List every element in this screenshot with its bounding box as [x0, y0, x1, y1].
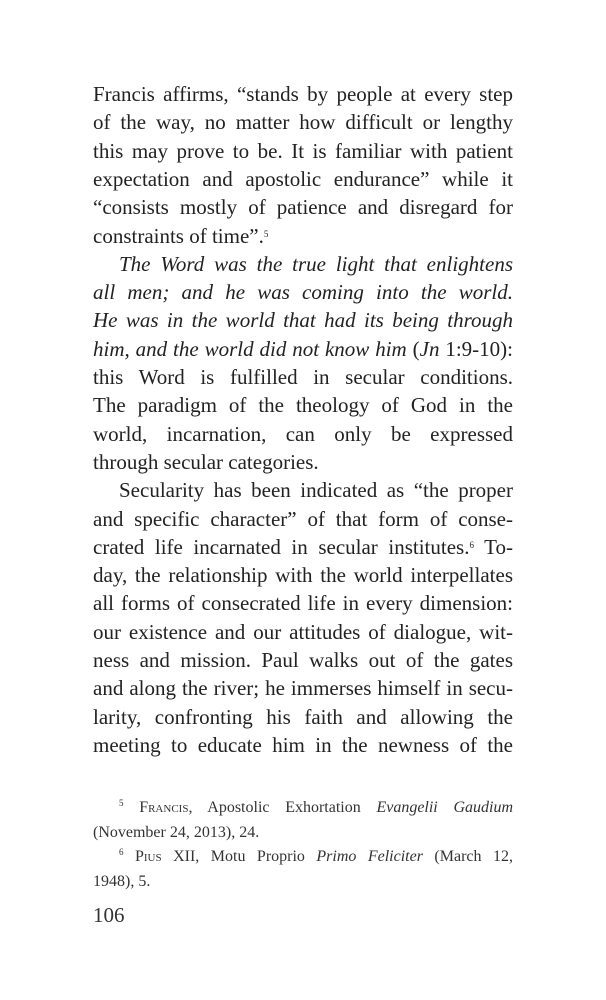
body-line [93, 561, 513, 589]
body-line [93, 278, 513, 306]
text-segment: 1:9-10): [439, 336, 514, 361]
body-line [93, 137, 513, 165]
text-segment: The paradigm of the theology of God in the [93, 393, 513, 418]
italic-text: Jn [419, 336, 440, 361]
footnote-line [93, 821, 513, 845]
page-number: 106 [93, 903, 125, 927]
text-segment: day, the relationship with the world interpellates [93, 563, 513, 588]
footnote-marker: 6 [469, 539, 474, 550]
text-segment: our existence and our attitudes of dialogue, wit- [93, 619, 513, 644]
text-segment: crated life incarnated in secular institutes. [93, 534, 470, 559]
body-line [93, 505, 513, 533]
body-line [93, 448, 513, 476]
text-segment: this may prove to be. It is familiar with patient [93, 138, 513, 163]
body-line [93, 533, 513, 561]
text-segment: and along the river; he immerses himself in secu- [93, 676, 513, 701]
body-line [93, 193, 513, 221]
body-line [93, 674, 513, 702]
body-line [93, 703, 513, 731]
text-segment: Secularity has been indicated as “the proper [119, 478, 513, 503]
text-segment: (November 24, 2013), 24. [93, 823, 260, 841]
text-segment: world, incarnation, can only be expressed [93, 421, 513, 446]
text-segment: XII, Motu Proprio [161, 848, 317, 865]
footnote-marker: 6 [119, 847, 124, 857]
footnote-marker: 5 [263, 228, 269, 239]
text-segment: ness and mission. Paul walks out of the gates [93, 648, 513, 672]
body-line [93, 420, 513, 448]
body-line [93, 731, 513, 759]
body-line [93, 476, 513, 504]
italic-text: The Word was the true light that enlightens [119, 251, 513, 276]
text-segment: ( [406, 336, 420, 361]
text-segment: of the way, no matter how difficult or lengthy [93, 110, 513, 135]
text-segment: constraints of time”. [93, 223, 264, 248]
body-line [93, 108, 513, 136]
text-segment: Pius [123, 848, 162, 865]
body-line [93, 222, 513, 250]
text-segment: this Word is fulfilled in secular conditions. [93, 365, 513, 389]
body-line [93, 306, 513, 334]
body-line [93, 250, 513, 278]
text-segment: and specific character” of that form of conse- [93, 506, 513, 531]
text-segment: meeting to educate him in the newness of the [93, 732, 513, 757]
text-segment: “consists mostly of patience and disregard for [93, 195, 513, 220]
footnote-marker: 5 [119, 798, 124, 808]
text-segment: To- [473, 534, 513, 559]
body-line [93, 363, 513, 391]
footnote-line [93, 845, 513, 869]
text-segment: Francis, [123, 799, 193, 816]
footnote-line [93, 870, 513, 894]
body-line [93, 165, 513, 193]
body-line [93, 589, 513, 617]
italic-text: all men; and he was coming into the world. [93, 280, 513, 305]
text-segment: through secular categories. [93, 449, 319, 474]
text-segment: Francis affirms, “stands by people at every step [93, 82, 513, 106]
footnote-line [93, 796, 513, 820]
text-segment: 1948), 5. [93, 872, 151, 890]
italic-text: Evangelii Gaudium [376, 799, 514, 816]
text-segment: (March 12, [422, 848, 513, 865]
body-line [93, 391, 513, 419]
text-segment: all forms of consecrated life in every dimension: [93, 591, 513, 616]
text-segment: expectation and apostolic endurance” while it [93, 166, 513, 191]
italic-text: Primo Feliciter [316, 848, 423, 865]
italic-text: He was in the world that had its being through [93, 308, 513, 333]
body-line [93, 80, 513, 108]
body-line [93, 646, 513, 674]
text-segment: larity, confronting his faith and allowing the [93, 704, 513, 729]
text-segment: Apostolic Exhortation [192, 799, 377, 816]
italic-text: him, and the world did not know him [93, 336, 407, 361]
body-line [93, 335, 513, 363]
body-line [93, 618, 513, 646]
